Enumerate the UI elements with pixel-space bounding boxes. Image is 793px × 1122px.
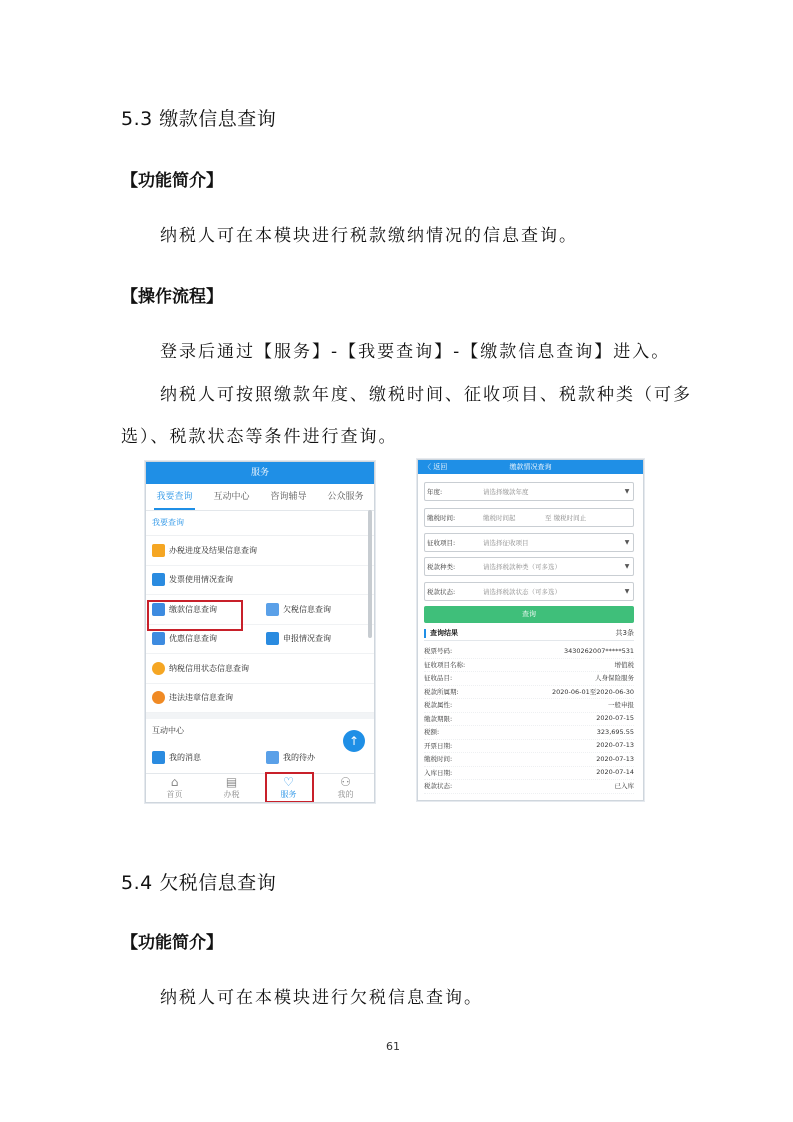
tab-my-query[interactable]: 我要查询 — [146, 484, 203, 510]
tab-interaction[interactable]: 互动中心 — [213, 492, 250, 502]
payment-time-range[interactable]: 缴税时间: 缴税时间起 至 缴税时间止 — [424, 508, 634, 527]
end-date-input[interactable]: 至 缴税时间止 — [545, 514, 587, 522]
section-title-5-4: 5.4 欠税信息查询 — [121, 872, 277, 894]
todo-item[interactable]: 我的待办 — [260, 751, 374, 764]
tax-icon: ▤ — [225, 775, 238, 789]
payment-query-item[interactable]: 缴款信息查询 — [146, 603, 260, 616]
arrears-query-item[interactable]: 欠税信息查询 — [260, 603, 374, 616]
service-title-bar: 服务 — [146, 462, 374, 484]
preferential-icon — [152, 632, 165, 645]
home-icon: ⌂ — [170, 775, 179, 789]
nav-service[interactable]: ♡ 服务 — [260, 774, 317, 802]
ops-text-line2: 纳税人可按照缴款年度、缴税时间、征收项目、税款种类（可多 — [160, 385, 692, 405]
progress-icon — [152, 544, 165, 557]
violation-icon — [152, 691, 165, 704]
preferential-query-item[interactable]: 优惠信息查询 — [146, 632, 260, 645]
list-item[interactable]: 办税进度及结果信息查询 — [146, 536, 374, 566]
invoice-icon — [152, 573, 165, 586]
result-row: 税款所属期: 2020-06-01至2020-06-30 — [424, 685, 634, 700]
result-row: 开票日期: 2020-07-13 — [424, 739, 634, 754]
list-item[interactable]: 违法违章信息查询 — [146, 684, 374, 714]
highlight-payment-query — [147, 600, 243, 631]
heart-icon: ♡ — [283, 775, 294, 789]
result-row: 缴税时间: 2020-07-13 — [424, 752, 634, 767]
ops-heading: 【操作流程】 — [121, 287, 223, 307]
service-tabs — [146, 484, 374, 511]
messages-item[interactable]: 我的消息 — [146, 751, 260, 764]
message-icon — [152, 751, 165, 764]
result-row: 征收品目: 人身保险服务 — [424, 671, 634, 686]
result-row: 税额: 323,695.55 — [424, 725, 634, 740]
back-button[interactable]: 〈 返回 — [424, 463, 448, 471]
service-screen — [145, 461, 375, 803]
query-button[interactable]: 查询 — [424, 606, 634, 623]
section-title-5-3: 5.3 缴款信息查询 — [121, 108, 277, 130]
payment-query-screen — [417, 459, 644, 801]
chevron-down-icon: ▼ — [624, 488, 630, 495]
result-header — [424, 626, 634, 641]
screen-title: 缴款情况查询 — [509, 463, 552, 471]
intro-heading-5-4: 【功能简介】 — [121, 933, 223, 953]
result-row: 缴款期限: 2020-07-15 — [424, 712, 634, 727]
result-count: 共3条 — [615, 629, 634, 637]
highlight-service-nav — [265, 772, 314, 803]
section-interaction: 互动中心 — [152, 726, 184, 735]
ops-text-line1: 登录后通过【服务】-【我要查询】-【缴款信息查询】进入。 — [160, 342, 671, 362]
accent-bar — [424, 629, 426, 638]
intro-text: 纳税人可在本模块进行税款缴纳情况的信息查询。 — [160, 226, 578, 246]
result-title: 查询结果 — [430, 629, 458, 637]
tab-public[interactable]: 公众服务 — [327, 492, 364, 502]
chevron-down-icon: ▼ — [624, 588, 630, 595]
tab-consult[interactable]: 咨询辅导 — [270, 492, 307, 502]
declaration-icon — [266, 632, 279, 645]
list-item[interactable]: 纳税信用状态信息查询 — [146, 654, 374, 684]
chevron-down-icon: ▼ — [624, 563, 630, 570]
scroll-top-button[interactable]: ↑ — [343, 730, 365, 752]
declaration-query-item[interactable]: 申报情况查询 — [260, 632, 374, 645]
nav-tax[interactable]: ▤ 办税 — [203, 774, 260, 802]
year-select[interactable]: 年度: 请选择缴款年度 ▼ — [424, 482, 634, 501]
credit-icon — [152, 662, 165, 675]
bottom-nav — [146, 773, 374, 802]
arrears-icon — [266, 603, 279, 616]
list-item[interactable]: 发票使用情况查询 — [146, 566, 374, 596]
intro-heading: 【功能简介】 — [121, 171, 223, 191]
section-my-query: 我要查询 — [146, 511, 374, 536]
list-item-row — [146, 743, 374, 772]
tax-type-select[interactable]: 税款种类: 请选择税款种类（可多选） ▼ — [424, 557, 634, 576]
nav-home[interactable]: ⌂ 首页 — [146, 774, 203, 802]
result-row: 入库日期: 2020-07-14 — [424, 766, 634, 781]
scrollbar[interactable] — [368, 510, 372, 638]
result-row: 税票号码: 3430262007*****531 — [424, 644, 634, 659]
payment-query-title-bar — [418, 460, 643, 474]
start-date-input[interactable]: 缴税时间起 — [483, 514, 516, 522]
chevron-down-icon: ▼ — [624, 539, 630, 546]
page-number: 61 — [386, 1040, 400, 1053]
result-row: 税款状态: 已入库 — [424, 779, 634, 794]
result-row: 征收项目名称: 增值税 — [424, 658, 634, 673]
ops-text-line3: 选）、税款状态等条件进行查询。 — [121, 427, 398, 447]
todo-icon — [266, 751, 279, 764]
user-icon: ⚇ — [340, 775, 351, 789]
intro-text-5-4: 纳税人可在本模块进行欠税信息查询。 — [160, 988, 483, 1008]
nav-mine[interactable]: ⚇ 我的 — [317, 774, 374, 802]
collection-item-select[interactable]: 征收项目: 请选择征收项目 ▼ — [424, 533, 634, 552]
tax-status-select[interactable]: 税款状态: 请选择税款状态（可多选） ▼ — [424, 582, 634, 601]
result-row: 税款属性: 一般申报 — [424, 698, 634, 713]
